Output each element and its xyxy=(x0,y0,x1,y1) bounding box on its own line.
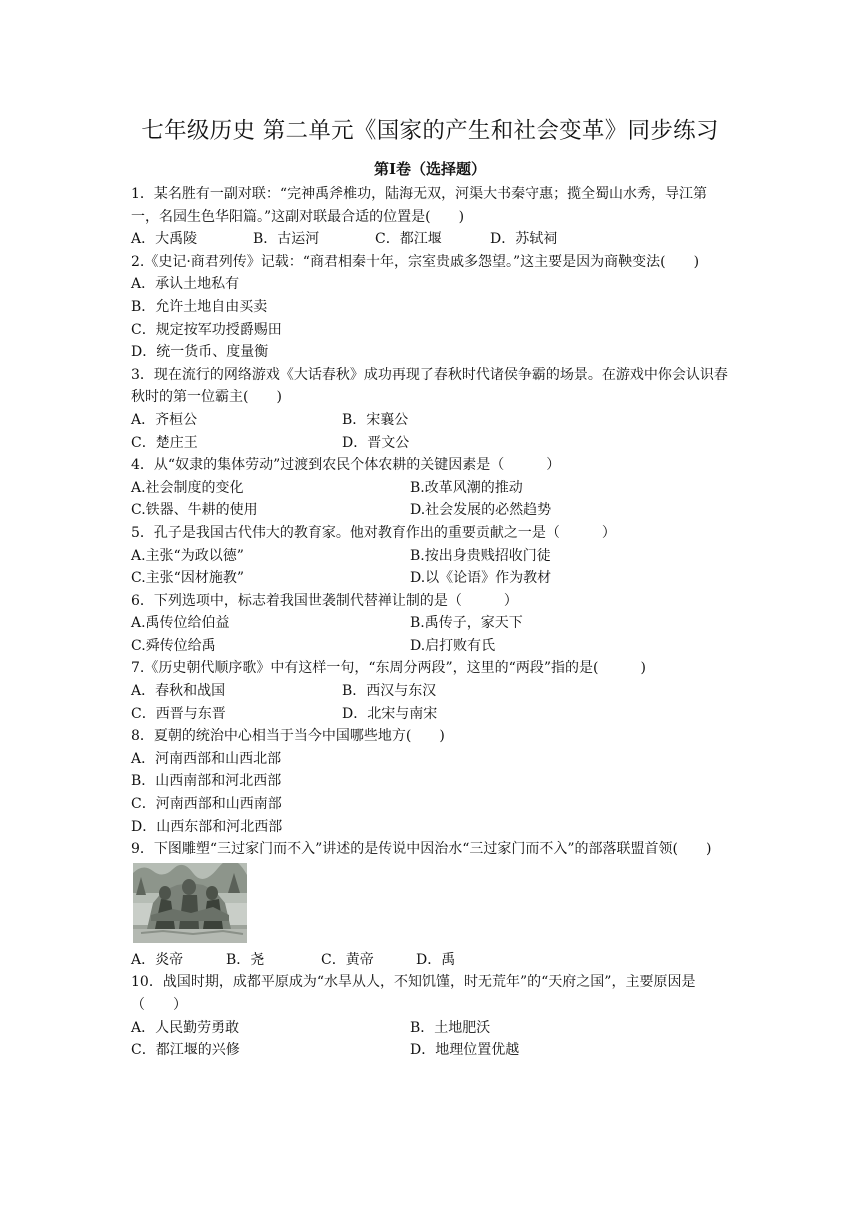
option-d: D.启打败有氏 xyxy=(410,637,496,654)
option-a: A．炎帝 xyxy=(131,951,184,968)
question-5 xyxy=(131,522,731,590)
option-c: C．西晋与东晋 xyxy=(131,705,226,722)
question-stem: 5．孔子是我国古代伟大的教育家。他对教育作出的重要贡献之一是（ ） xyxy=(131,524,616,541)
options-row xyxy=(131,612,731,635)
option-a: A．春秋和战国 xyxy=(131,683,226,700)
question-stem: 4．从“奴隶的集体劳动”过渡到农民个体农耕的关键因素是（ ） xyxy=(131,457,561,474)
option-d: D.社会发展的必然趋势 xyxy=(410,502,552,519)
options-row xyxy=(131,545,731,568)
option-c: C.舜传位给禹 xyxy=(131,637,216,654)
option-b: B．西汉与东汉 xyxy=(342,683,437,700)
options-row xyxy=(131,949,731,972)
option-c: C.铁器、牛耕的使用 xyxy=(131,502,258,519)
options-row xyxy=(131,567,731,590)
question-stem: 8．夏朝的统治中心相当于当今中国哪些地方( ) xyxy=(131,728,445,745)
question-3 xyxy=(131,364,731,454)
question-9 xyxy=(131,838,731,971)
option-a: A．人民勤劳勇敢 xyxy=(131,1019,240,1036)
sculpture-image xyxy=(133,863,247,943)
question-stem: 6．下列选项中，标志着我国世袭制代替禅让制的是（ ） xyxy=(131,592,518,609)
option-b: B．允许土地自由买卖 xyxy=(131,298,268,315)
options-row xyxy=(131,680,731,703)
option-a: A.禹传位给伯益 xyxy=(131,615,230,632)
options-row xyxy=(131,635,731,658)
question-stem: 9．下图雕塑“三过家门而不入”讲述的是传说中因治水“三过家门而不入”的部落联盟首领( ) xyxy=(131,841,712,858)
question-7 xyxy=(131,657,731,725)
question-2 xyxy=(131,251,731,364)
options-row xyxy=(131,432,731,455)
option-a: A．承认土地私有 xyxy=(131,276,240,293)
section-title: 第Ⅰ卷（选择题） xyxy=(373,160,487,178)
question-4 xyxy=(131,454,731,522)
option-b: B.按出身贵贱招收门徒 xyxy=(410,547,551,564)
options-row xyxy=(131,1017,731,1040)
question-stem: 7.《历史朝代顺序歌》中有这样一句，“东周分两段”，这里的“两段”指的是( ) xyxy=(131,660,646,677)
option-d: D．统一货币、度量衡 xyxy=(131,344,269,361)
options-row xyxy=(131,409,731,432)
option-c: C．楚庄王 xyxy=(131,434,198,451)
option-a: A.社会制度的变化 xyxy=(131,479,244,496)
option-d: D．晋文公 xyxy=(342,434,410,451)
options-row xyxy=(131,499,731,522)
option-c: C．黄帝 xyxy=(321,951,374,968)
option-d: D.以《论语》作为教材 xyxy=(410,570,552,587)
option-d: D．苏轼祠 xyxy=(490,231,558,248)
page-title: 七年级历史 第二单元《国家的产生和社会变革》同步练习 xyxy=(141,118,719,144)
question-stem: 3．现在流行的网络游戏《大话春秋》成功再现了春秋时代诸侯争霸的场景。在游戏中你会认识春秋时的第一位霸主( ) xyxy=(131,366,728,406)
option-c: C.主张“因材施教” xyxy=(131,570,244,587)
option-d: D．地理位置优越 xyxy=(410,1042,520,1059)
option-b: B.改革风潮的推动 xyxy=(410,479,523,496)
option-a: A.主张“为政以德” xyxy=(131,547,244,564)
option-b: B.禹传子，家天下 xyxy=(410,615,523,632)
option-d: D．禹 xyxy=(416,951,456,968)
question-6 xyxy=(131,590,731,658)
option-c: C．都江堰 xyxy=(375,231,442,248)
option-c: C．规定按军功授爵赐田 xyxy=(131,321,282,338)
option-d: D．山西东部和河北西部 xyxy=(131,818,283,835)
option-b: B．尧 xyxy=(226,951,265,968)
option-a: A．河南西部和山西北部 xyxy=(131,750,282,767)
options-row xyxy=(131,703,731,726)
question-stem: 10．战国时期，成都平原成为“水旱从人，不知饥馑，时无荒年”的“天府之国”，主要原因是（ ） xyxy=(131,974,696,1013)
option-d: D．北宋与南宋 xyxy=(342,705,438,722)
option-b: B．山西南部和河北西部 xyxy=(131,773,282,790)
options-row xyxy=(131,1039,731,1062)
option-a: A．齐桓公 xyxy=(131,411,198,428)
options-row xyxy=(131,477,731,500)
option-c: C．河南西部和山西南部 xyxy=(131,796,282,813)
option-b: B．土地肥沃 xyxy=(410,1019,491,1036)
options-row xyxy=(131,228,731,251)
option-b: B．古运河 xyxy=(253,231,320,248)
question-list xyxy=(131,183,731,1062)
question-10 xyxy=(131,971,731,1061)
question-stem: 1．某名胜有一副对联：“完神禹斧椎功，陆海无双，河渠大书秦守惠；揽全蜀山水秀，导江第一，名园生色华阳篇。”这副对联最合适的位置是( ) xyxy=(131,186,708,225)
option-a: A．大禹陵 xyxy=(131,231,198,248)
option-c: C．都江堰的兴修 xyxy=(131,1042,240,1059)
question-8 xyxy=(131,725,731,838)
question-1 xyxy=(131,183,731,251)
option-b: B．宋襄公 xyxy=(342,411,409,428)
sculpture-photo xyxy=(133,863,247,943)
question-stem: 2.《史记·商君列传》记载：“商君相秦十年，宗室贵戚多怨望。”这主要是因为商鞅变法( ) xyxy=(131,253,700,270)
